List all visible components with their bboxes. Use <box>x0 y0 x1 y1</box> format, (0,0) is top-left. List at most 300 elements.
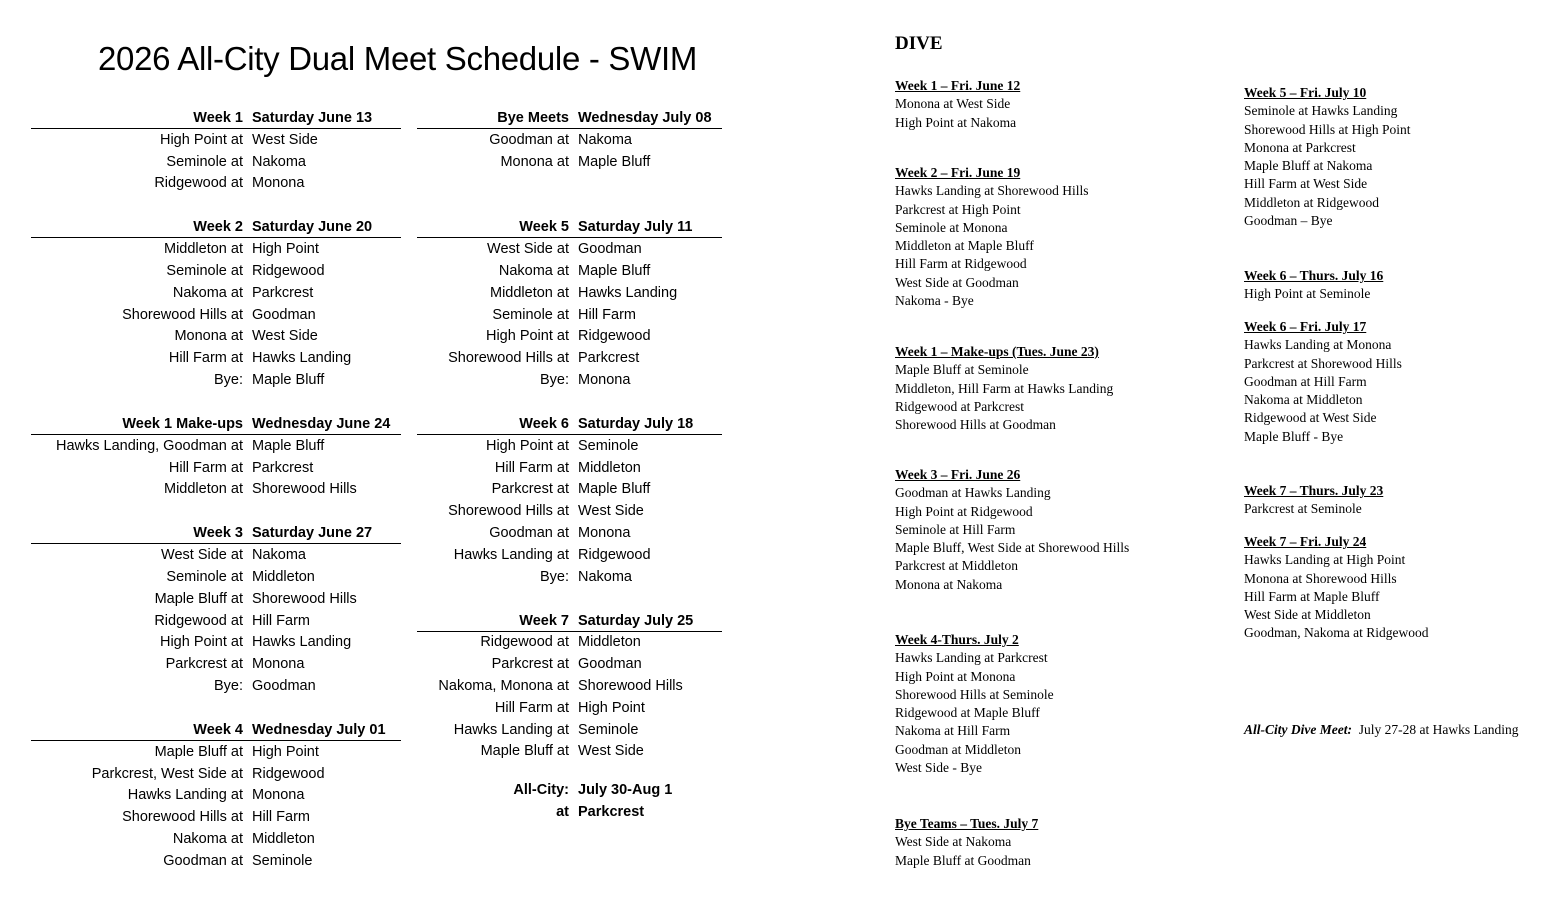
dive-week-section <box>895 164 1088 310</box>
away-team: Maple Bluff <box>578 481 651 498</box>
dive-meet-item: Parkcrest at Shorewood Hills <box>1244 355 1402 371</box>
swim-meet-team <box>31 328 252 344</box>
home-team: Bye: <box>539 372 569 389</box>
swim-meet-team <box>417 285 578 301</box>
swim-meet-row <box>417 632 722 654</box>
dive-week-heading: Week 1 – Make-ups (Tues. June 23) <box>895 344 1099 359</box>
dive-meet-item: Shorewood Hills at High Point <box>1244 121 1411 137</box>
swim-week-section <box>417 408 722 588</box>
swim-meet-team <box>31 481 252 497</box>
swim-meet-row <box>417 369 722 391</box>
away-team: Goodman <box>578 656 642 673</box>
dive-meet-item: Nakoma at Hill Farm <box>895 723 1011 739</box>
swim-week-section <box>417 102 722 194</box>
swim-meet-row <box>31 588 401 610</box>
away-team: Seminole <box>578 437 639 454</box>
home-team: Middleton <box>164 241 227 258</box>
swim-meet-team <box>417 328 578 344</box>
at-separator: at <box>230 569 243 586</box>
swim-meet-row <box>31 544 401 566</box>
dive-meet-item: Maple Bluff, West Side at Shorewood Hills <box>895 540 1130 556</box>
away-team: High Point <box>252 743 319 760</box>
dive-meet-item: Nakoma - Bye <box>895 293 974 309</box>
dive-meet-item: Parkcrest at High Point <box>895 201 1021 217</box>
dive-week-section <box>1244 533 1428 643</box>
swim-week-label: Week 5 <box>519 219 569 236</box>
swim-meet-row <box>417 719 722 741</box>
at-separator: at <box>556 699 569 716</box>
swim-meet-row <box>417 282 722 304</box>
home-team: Monona <box>500 153 553 170</box>
away-team: High Point <box>578 699 645 716</box>
swim-meet-team <box>31 460 252 476</box>
swim-meet-row <box>417 260 722 282</box>
swim-meet-team <box>31 547 252 563</box>
away-team: Nakoma <box>578 131 632 148</box>
swim-meet-row <box>417 566 722 588</box>
dive-meet-item: Middleton at Ridgewood <box>1244 194 1379 210</box>
dive-week-section <box>895 77 1020 132</box>
home-team: Bye: <box>539 568 569 585</box>
dive-meet-item: Maple Bluff at Seminole <box>895 362 1029 378</box>
swim-meet-team <box>31 307 252 323</box>
dive-meet-item: Ridgewood at Parkcrest <box>895 398 1024 414</box>
home-team: Middleton <box>164 481 227 498</box>
dive-meet-item: Monona at West Side <box>895 96 1011 112</box>
swim-week-section <box>31 408 401 500</box>
dive-meet-item: High Point at Seminole <box>1244 286 1371 302</box>
at-separator: at <box>230 459 243 476</box>
swim-meet-team <box>417 547 578 563</box>
dive-meet-item: Nakoma at Middleton <box>1244 392 1363 408</box>
home-team: Hawks Landing <box>127 787 227 804</box>
dive-meet-item: Middleton, Hill Farm at Hawks Landing <box>895 380 1114 396</box>
home-team: West Side <box>161 547 227 564</box>
home-team: Hill Farm <box>494 459 553 476</box>
swim-meet-team <box>417 503 578 519</box>
at-separator: at <box>230 590 243 607</box>
away-team: High Point <box>252 241 319 258</box>
away-team: Goodman <box>578 241 642 258</box>
swim-week-date: Saturday July 18 <box>578 415 694 432</box>
swim-meet-row <box>417 238 722 260</box>
dive-meet-item: Monona at Shorewood Hills <box>1244 570 1397 586</box>
swim-week-label: Week 1 <box>193 110 243 126</box>
home-team: Goodman <box>489 525 553 542</box>
at-separator: at <box>556 284 569 301</box>
all-city-venue: Parkcrest <box>578 804 645 821</box>
swim-meet-row <box>417 326 722 348</box>
away-team: Ridgewood <box>252 263 325 280</box>
swim-meet-row <box>417 741 722 763</box>
home-team: Seminole <box>166 263 227 280</box>
swim-meet-team <box>31 766 252 782</box>
home-team: Nakoma <box>172 284 227 301</box>
home-team: Goodman <box>163 852 227 869</box>
away-team: Shorewood Hills <box>252 590 357 607</box>
home-team: Parkcrest <box>491 481 553 498</box>
swim-meet-row <box>31 238 401 260</box>
swim-meet-team <box>417 569 578 585</box>
home-team: Shorewood Hills <box>122 809 227 826</box>
swim-meet-team <box>31 263 252 279</box>
away-team: Hill Farm <box>252 612 310 629</box>
dive-title: DIVE <box>895 33 943 54</box>
swim-meet-row <box>417 653 722 675</box>
away-team: Monona <box>252 175 305 192</box>
home-team: High Point <box>485 437 553 454</box>
dive-week-heading: Week 6 – Thurs. July 16 <box>1244 268 1384 283</box>
swim-week-section <box>31 102 401 194</box>
swim-meet-team <box>417 634 578 650</box>
dive-meet-item: Hill Farm at Ridgewood <box>895 256 1027 272</box>
swim-meet-team <box>31 285 252 301</box>
swim-week-header <box>31 102 401 129</box>
at-separator: at <box>230 831 243 848</box>
dive-meet-item: Seminole at Hill Farm <box>895 521 1016 537</box>
away-team: Shorewood Hills <box>578 678 683 695</box>
swim-meet-row <box>31 566 401 588</box>
swim-week-date: Saturday June 27 <box>252 525 373 542</box>
at-separator: at <box>556 481 569 498</box>
away-team: Monona <box>252 656 305 673</box>
at-separator: at <box>230 809 243 826</box>
away-team: Parkcrest <box>578 350 640 367</box>
swim-meet-team <box>417 438 578 454</box>
swim-meet-row <box>31 369 401 391</box>
swim-meet-row <box>31 741 401 763</box>
swim-meet-row <box>417 304 722 326</box>
away-team: Nakoma <box>252 153 306 170</box>
swim-meet-row <box>31 828 401 850</box>
swim-meet-team <box>31 569 252 585</box>
dive-week-heading: Week 7 – Thurs. July 23 <box>1244 483 1384 498</box>
swim-meet-team <box>31 853 252 869</box>
away-team: Parkcrest <box>252 459 314 476</box>
swim-week-section <box>31 211 401 391</box>
dive-meet-item: Hawks Landing at Shorewood Hills <box>895 183 1089 199</box>
home-team: Seminole <box>492 306 553 323</box>
swim-meet-row <box>31 675 401 697</box>
dive-meet-item: Parkcrest at Seminole <box>1244 501 1362 517</box>
swim-meet-team <box>417 700 578 716</box>
all-city-dive-meet <box>1244 722 1518 738</box>
away-team: Monona <box>578 372 631 389</box>
away-team: West Side <box>252 131 318 148</box>
away-team: Ridgewood <box>578 546 651 563</box>
dive-week-heading: Week 3 – Fri. June 26 <box>895 467 1021 482</box>
swim-meet-row <box>31 304 401 326</box>
dive-week-heading: Week 1 – Fri. June 12 <box>895 78 1021 93</box>
at-separator: at <box>556 263 569 280</box>
home-team: High Point <box>159 634 227 651</box>
home-team: Bye: <box>213 372 243 389</box>
dive-meet-item: Maple Bluff at Goodman <box>895 852 1031 868</box>
dive-meet-item: Shorewood Hills at Goodman <box>895 417 1056 433</box>
swim-week-header <box>31 517 401 544</box>
home-team: Maple Bluff <box>154 590 227 607</box>
away-team: Hawks Landing <box>252 350 352 367</box>
swim-meet-row <box>31 347 401 369</box>
swim-meet-team <box>417 132 578 148</box>
at-separator: at <box>230 153 243 170</box>
swim-meet-row <box>417 675 722 697</box>
dive-week-section <box>895 815 1038 870</box>
swim-meet-row <box>417 544 722 566</box>
dive-meet-item: Hawks Landing at Monona <box>1244 337 1392 353</box>
at-separator: at <box>556 503 569 520</box>
home-team: Seminole <box>166 153 227 170</box>
dive-meet-item: Goodman – Bye <box>1244 213 1333 229</box>
dive-meet-item: West Side at Goodman <box>895 274 1019 290</box>
swim-meet-team <box>417 307 578 323</box>
dive-week-section <box>895 631 1054 777</box>
swim-meet-team <box>31 241 252 257</box>
dive-meet-item: West Side - Bye <box>895 760 983 776</box>
swim-meet-team <box>31 613 252 629</box>
swim-meet-team <box>31 438 252 454</box>
swim-week-label: Week 6 <box>519 415 569 432</box>
swim-week-date: Wednesday July 01 <box>252 721 386 738</box>
swim-meet-team <box>417 743 578 759</box>
swim-meet-row <box>417 173 722 195</box>
dive-meet-item: Hawks Landing at High Point <box>1244 552 1406 568</box>
at-separator: at <box>230 328 243 345</box>
swim-schedule-left-column <box>31 102 401 889</box>
swim-meet-team <box>417 525 578 541</box>
away-team: Hawks Landing <box>252 634 352 651</box>
away-team: Monona <box>578 525 631 542</box>
swim-week-date: Saturday June 20 <box>252 219 373 236</box>
swim-week-date: Saturday July 11 <box>578 219 693 236</box>
away-team: West Side <box>578 743 644 760</box>
at-separator: at <box>230 131 243 148</box>
at-separator: at <box>230 284 243 301</box>
swim-meet-row <box>31 806 401 828</box>
at-separator: at <box>556 459 569 476</box>
swim-meet-row <box>31 260 401 282</box>
swim-week-label: Bye Meets <box>497 110 569 126</box>
swim-meet-row <box>417 522 722 544</box>
dive-week-section <box>895 343 1113 434</box>
all-city-dive-meet-text: July 27-28 at Hawks Landing <box>1358 722 1519 737</box>
all-city-label: All-City: <box>513 782 569 799</box>
dive-meet-item: Ridgewood at West Side <box>1244 410 1377 426</box>
swim-week-section <box>417 211 722 391</box>
home-team: Nakoma, Monona <box>438 678 553 695</box>
swim-week-date: Wednesday July 08 <box>578 110 712 126</box>
at-separator: at <box>230 765 243 782</box>
swim-meet-team <box>31 678 252 694</box>
at-separator: at <box>230 241 243 258</box>
at-separator: at <box>556 678 569 695</box>
swim-week-date: Saturday July 25 <box>578 612 694 629</box>
swim-meet-row <box>31 653 401 675</box>
at-separator: at <box>556 656 569 673</box>
swim-meet-team <box>31 634 252 650</box>
swim-schedule-right-column <box>417 102 722 823</box>
at-separator: at <box>230 743 243 760</box>
all-city-dates: July 30-Aug 1 <box>578 782 673 799</box>
swim-meet-row <box>31 632 401 654</box>
at-separator: at <box>230 481 243 498</box>
at-separator: at <box>556 743 569 760</box>
home-team: Parkcrest <box>491 656 553 673</box>
swim-meet-row <box>417 347 722 369</box>
away-team: Hawks Landing <box>578 284 678 301</box>
swim-meet-team <box>417 350 578 366</box>
swim-week-header <box>417 102 722 129</box>
away-team: Maple Bluff <box>578 263 651 280</box>
away-team: Parkcrest <box>252 284 314 301</box>
swim-meet-row <box>31 850 401 872</box>
swim-meet-row <box>417 435 722 457</box>
dive-meet-item: Seminole at Monona <box>895 219 1008 235</box>
away-team: Maple Bluff <box>578 153 651 170</box>
swim-week-label: Week 7 <box>519 612 569 629</box>
away-team: Seminole <box>578 721 639 738</box>
away-team: Monona <box>252 787 305 804</box>
swim-meet-team <box>417 722 578 738</box>
swim-meet-row <box>31 173 401 195</box>
away-team: Seminole <box>252 852 313 869</box>
at-separator: at <box>556 546 569 563</box>
home-team: High Point <box>485 328 553 345</box>
swim-meet-row <box>31 326 401 348</box>
swim-meet-row <box>31 129 401 151</box>
at-separator: at <box>556 721 569 738</box>
dive-meet-item: Goodman at Hill Farm <box>1244 373 1367 389</box>
dive-meet-item: Seminole at Hawks Landing <box>1244 103 1398 119</box>
home-team: Monona <box>174 328 227 345</box>
swim-week-section <box>417 605 722 763</box>
swim-meet-team <box>417 481 578 497</box>
swim-meet-team <box>31 656 252 672</box>
swim-meet-row <box>31 457 401 479</box>
swim-meet-team <box>417 154 578 170</box>
home-team: Ridgewood <box>154 612 227 629</box>
swim-week-section <box>31 714 401 872</box>
home-team: Ridgewood <box>154 175 227 192</box>
swim-week-label: Week 3 <box>193 525 243 542</box>
away-team: Maple Bluff <box>252 372 325 389</box>
at-separator: at <box>230 852 243 869</box>
at-separator: at <box>230 175 243 192</box>
away-team: Ridgewood <box>578 328 651 345</box>
swim-week-header <box>31 408 401 435</box>
swim-week-date: Wednesday June 24 <box>252 415 391 432</box>
home-team: Parkcrest, West Side <box>91 765 227 782</box>
at-separator: at <box>230 612 243 629</box>
away-team: Middleton <box>578 459 641 476</box>
dive-meet-item: Goodman, Nakoma at Ridgewood <box>1244 625 1429 641</box>
dive-meet-item: Parkcrest at Middleton <box>895 558 1018 574</box>
dive-meet-item: Hill Farm at West Side <box>1244 176 1368 192</box>
at-separator: at <box>230 787 243 804</box>
away-team: West Side <box>578 503 644 520</box>
dive-meet-item: Monona at Nakoma <box>895 576 1003 592</box>
swim-meet-row <box>31 151 401 173</box>
swim-week-date: Saturday June 13 <box>252 110 373 126</box>
dive-meet-item: Ridgewood at Maple Bluff <box>895 705 1040 721</box>
swim-meet-row <box>417 500 722 522</box>
away-team: Maple Bluff <box>252 437 325 454</box>
home-team: Maple Bluff <box>154 743 227 760</box>
home-team: Nakoma <box>172 831 227 848</box>
dive-meet-item: Hawks Landing at Parkcrest <box>895 650 1048 666</box>
all-city-swim-meet <box>417 779 722 823</box>
swim-meet-team <box>31 372 252 388</box>
swim-meet-team <box>417 241 578 257</box>
all-city-dive-meet-label: All-City Dive Meet: <box>1244 722 1352 737</box>
dive-meet-item: Goodman at Hawks Landing <box>895 485 1051 501</box>
at-separator: at <box>556 153 569 170</box>
away-team: Hill Farm <box>252 809 310 826</box>
home-team: Seminole <box>166 569 227 586</box>
away-team: Nakoma <box>252 547 306 564</box>
away-team: Middleton <box>252 831 315 848</box>
swim-week-section <box>31 517 401 697</box>
home-team: Middleton <box>490 284 553 301</box>
swim-meet-team <box>31 132 252 148</box>
dive-week-heading: Week 5 – Fri. July 10 <box>1244 85 1367 100</box>
dive-meet-item: High Point at Nakoma <box>895 114 1017 130</box>
swim-meet-team <box>417 656 578 672</box>
home-team: Bye: <box>213 678 243 695</box>
at-separator: at <box>230 547 243 564</box>
swim-meet-team <box>31 591 252 607</box>
dive-week-heading: Bye Teams – Tues. July 7 <box>895 816 1039 831</box>
swim-meet-row <box>31 763 401 785</box>
at-separator: at <box>230 263 243 280</box>
home-team: Maple Bluff <box>480 743 553 760</box>
swim-week-header <box>31 211 401 238</box>
swim-meet-row <box>417 479 722 501</box>
away-team: Goodman <box>252 306 316 323</box>
dive-meet-item: West Side at Middleton <box>1244 607 1371 623</box>
dive-week-section <box>1244 267 1383 304</box>
dive-meet-item: Maple Bluff at Nakoma <box>1244 158 1373 174</box>
swim-meet-team <box>31 154 252 170</box>
swim-meet-row <box>31 435 401 457</box>
swim-meet-row <box>417 457 722 479</box>
swim-week-label: Week 2 <box>193 219 243 236</box>
swim-meet-row <box>417 129 722 151</box>
away-team: Ridgewood <box>252 765 325 782</box>
swim-meet-team <box>31 350 252 366</box>
swim-meet-team <box>31 787 252 803</box>
dive-week-heading: Week 7 – Fri. July 24 <box>1244 534 1367 549</box>
home-team: High Point <box>159 131 227 148</box>
at-separator: at <box>556 241 569 258</box>
swim-meet-team <box>417 263 578 279</box>
home-team: Nakoma <box>498 263 553 280</box>
away-team: Hill Farm <box>578 306 636 323</box>
away-team: Goodman <box>252 678 316 695</box>
swim-meet-row <box>31 282 401 304</box>
at-separator: at <box>556 306 569 323</box>
swim-title: 2026 All-City Dual Meet Schedule - SWIM <box>98 40 698 77</box>
away-team: Middleton <box>578 634 641 651</box>
home-team: Hawks Landing <box>453 546 553 563</box>
dive-week-heading: Week 6 – Fri. July 17 <box>1244 319 1367 334</box>
at-separator: at <box>556 350 569 367</box>
dive-week-heading: Week 4-Thurs. July 2 <box>895 632 1019 647</box>
at-separator: at <box>230 634 243 651</box>
at-separator: at <box>230 437 243 454</box>
swim-week-header <box>31 714 401 741</box>
at-separator: at <box>556 525 569 542</box>
